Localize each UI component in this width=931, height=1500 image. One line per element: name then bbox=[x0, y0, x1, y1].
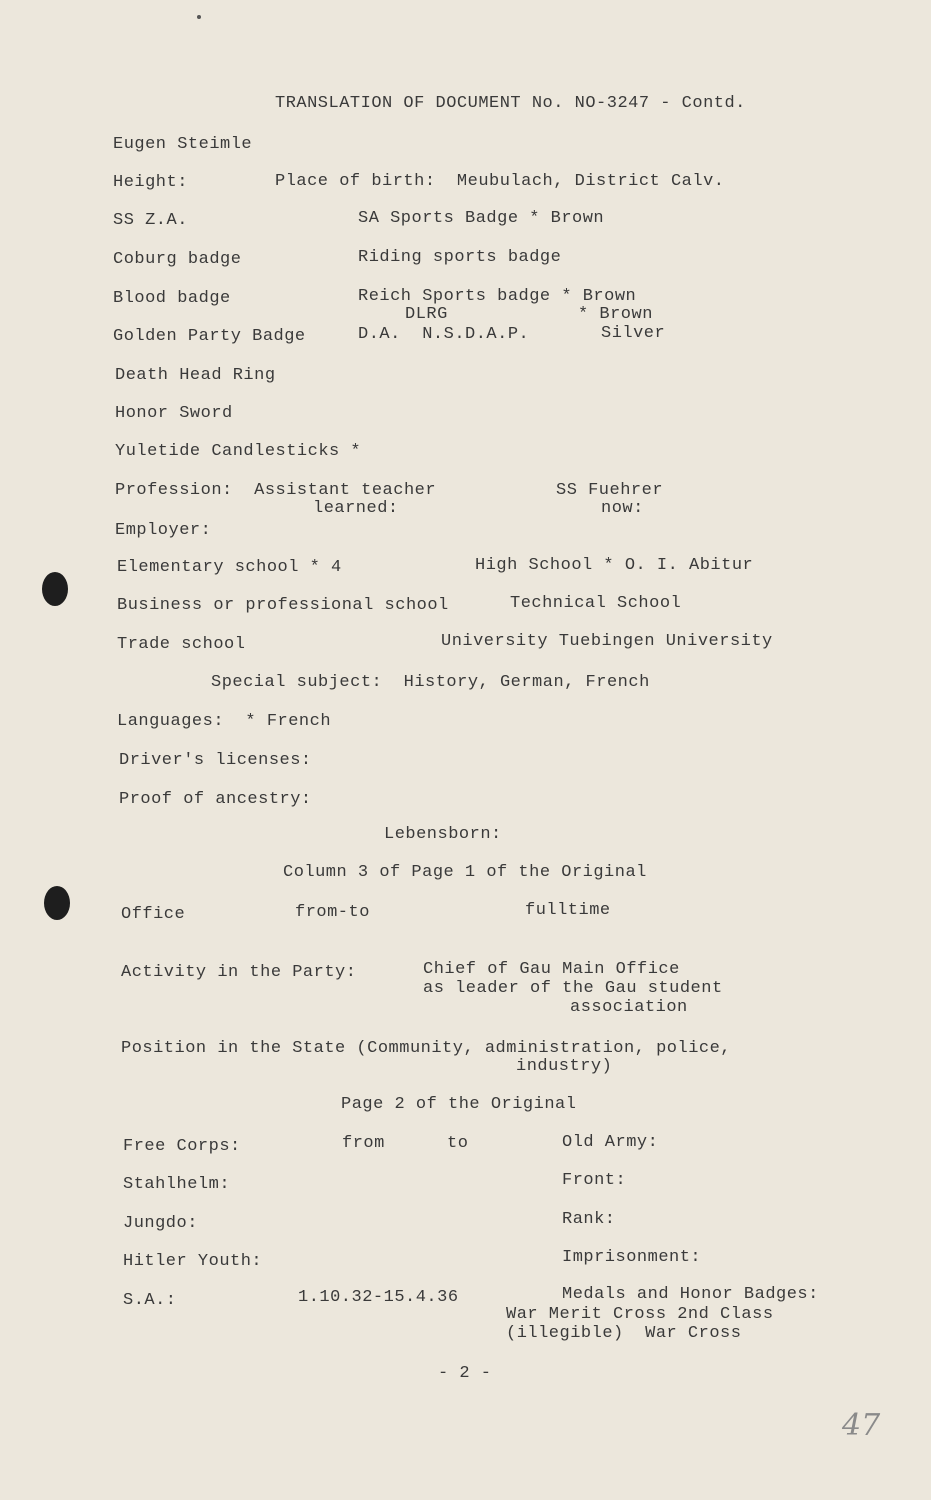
death-head-ring: Death Head Ring bbox=[115, 366, 276, 385]
dlrg-label: DLRG bbox=[405, 305, 448, 324]
activity-label: Activity in the Party: bbox=[121, 963, 357, 982]
lebensborn: Lebensborn: bbox=[384, 825, 502, 844]
document-title: TRANSLATION OF DOCUMENT No. NO-3247 - Contd. bbox=[275, 94, 746, 113]
stahlhelm: Stahlhelm: bbox=[123, 1175, 231, 1194]
special-subject: Special subject: History, German, French bbox=[211, 673, 650, 692]
coburg-badge: Coburg badge bbox=[113, 250, 242, 269]
sa-label: S.A.: bbox=[123, 1291, 177, 1310]
paper-mark bbox=[197, 15, 201, 19]
employer: Employer: bbox=[115, 521, 212, 540]
page-2-heading: Page 2 of the Original bbox=[341, 1095, 577, 1114]
punch-hole bbox=[44, 886, 70, 920]
blood-badge: Blood badge bbox=[113, 289, 231, 308]
office-label: Office bbox=[121, 905, 186, 924]
honor-sword: Honor Sword bbox=[115, 404, 233, 423]
yuletide-candlesticks: Yuletide Candlesticks * bbox=[115, 442, 362, 461]
dlrg-value: * Brown bbox=[578, 305, 653, 324]
reich-sports-badge: Reich Sports badge * Brown bbox=[358, 287, 637, 306]
da-nsdap: D.A. N.S.D.A.P. bbox=[358, 325, 530, 344]
activity-line-2: as leader of the Gau student bbox=[423, 979, 723, 998]
position-in-state: Position in the State (Community, administration, police, bbox=[121, 1039, 731, 1058]
sa-dates: 1.10.32-15.4.36 bbox=[298, 1288, 459, 1307]
activity-line-3: association bbox=[570, 998, 688, 1017]
silver-value: Silver bbox=[601, 324, 666, 343]
height-label: Height: bbox=[113, 173, 188, 192]
drivers-licenses: Driver's licenses: bbox=[119, 751, 312, 770]
riding-sports-badge: Riding sports badge bbox=[358, 248, 562, 267]
war-cross-illegible: (illegible) War Cross bbox=[506, 1324, 742, 1343]
business-school: Business or professional school bbox=[117, 596, 449, 615]
old-army: Old Army: bbox=[562, 1133, 659, 1152]
ss-za: SS Z.A. bbox=[113, 211, 188, 230]
fulltime-label: fulltime bbox=[525, 901, 611, 920]
imprisonment: Imprisonment: bbox=[562, 1248, 702, 1267]
hitler-youth: Hitler Youth: bbox=[123, 1252, 263, 1271]
position-industry: industry) bbox=[516, 1057, 613, 1076]
handwritten-folio-number: 47 bbox=[842, 1408, 881, 1443]
sa-sports-badge: SA Sports Badge * Brown bbox=[358, 209, 605, 228]
to-label: to bbox=[447, 1134, 469, 1153]
rank-label: Rank: bbox=[562, 1210, 616, 1229]
jungdo: Jungdo: bbox=[123, 1214, 198, 1233]
now-label: now: bbox=[601, 499, 644, 518]
war-merit-cross: War Merit Cross 2nd Class bbox=[506, 1305, 774, 1324]
proof-of-ancestry: Proof of ancestry: bbox=[119, 790, 312, 809]
golden-party-badge: Golden Party Badge bbox=[113, 327, 306, 346]
from-label: from bbox=[342, 1134, 385, 1153]
elementary-school: Elementary school * 4 bbox=[117, 558, 342, 577]
learned-label: learned: bbox=[313, 499, 399, 518]
ss-fuehrer: SS Fuehrer bbox=[556, 481, 664, 500]
front-label: Front: bbox=[562, 1171, 627, 1190]
page-number: - 2 - bbox=[438, 1364, 492, 1383]
medals-label: Medals and Honor Badges: bbox=[562, 1285, 819, 1304]
free-corps: Free Corps: bbox=[123, 1137, 241, 1156]
university: University Tuebingen University bbox=[441, 632, 773, 651]
languages: Languages: * French bbox=[117, 712, 332, 731]
person-name: Eugen Steimle bbox=[113, 135, 253, 154]
column-3-heading: Column 3 of Page 1 of the Original bbox=[283, 863, 647, 882]
birthplace: Place of birth: Meubulach, District Calv. bbox=[275, 172, 725, 191]
profession: Profession: Assistant teacher bbox=[115, 481, 437, 500]
from-to-label: from-to bbox=[295, 903, 370, 922]
technical-school: Technical School bbox=[510, 594, 682, 613]
high-school: High School * O. I. Abitur bbox=[475, 556, 754, 575]
trade-school: Trade school bbox=[117, 635, 246, 654]
activity-line-1: Chief of Gau Main Office bbox=[423, 960, 680, 979]
punch-hole bbox=[42, 572, 68, 606]
